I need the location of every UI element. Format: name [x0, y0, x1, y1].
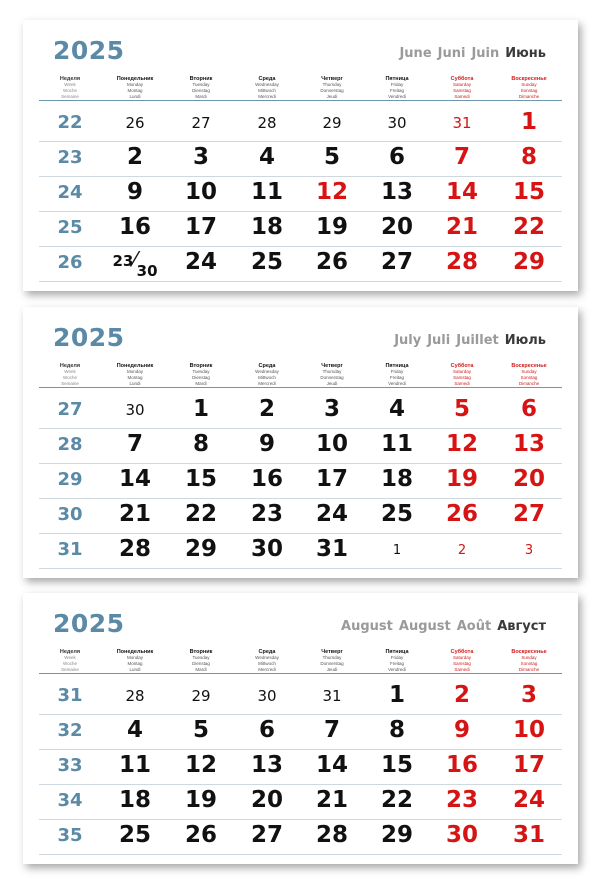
day-cell: 14	[118, 466, 151, 492]
weekday-en: Saturday	[452, 369, 471, 374]
week-number: 33	[57, 755, 83, 776]
weekday-fr: Vendredi	[388, 667, 406, 672]
weekday-en: Thursday	[322, 655, 342, 660]
day-cell: 6	[388, 144, 405, 170]
day-cell: 29	[512, 249, 545, 275]
day-cell: 8	[192, 431, 209, 457]
weekday-fr: Samedi	[454, 94, 470, 99]
day-cell: 31	[315, 536, 348, 562]
weekday-header	[37, 649, 103, 673]
weekday-ru: Пятница	[385, 649, 409, 655]
weekday-fr: Vendredi	[388, 94, 406, 99]
day-cell: 21	[315, 787, 348, 813]
month-name: Août	[456, 619, 492, 634]
day-cell: 2	[457, 543, 467, 558]
day-cell: 27	[380, 249, 413, 275]
weekday-de: Donnerstag	[320, 88, 344, 93]
weekday-fr: Semaine	[61, 94, 79, 99]
day-cell: 28	[315, 822, 348, 848]
weekday-en: Friday	[390, 82, 404, 87]
row-divider	[39, 463, 562, 464]
weekday-de: Mittwoch	[258, 661, 276, 666]
day-cell: 12	[445, 431, 478, 457]
weekday-en: Monday	[126, 369, 143, 374]
weekday-en: Friday	[390, 655, 404, 660]
day-cell: 5	[323, 144, 340, 170]
day-cell: 13	[512, 431, 545, 457]
row-divider	[39, 498, 562, 499]
weekday-en: Tuesday	[192, 82, 210, 87]
weekday-en: Wednesday	[255, 369, 279, 374]
month-panel	[23, 307, 578, 578]
day-cell: 5	[453, 396, 470, 422]
weekday-de: Dienstag	[192, 88, 210, 93]
day-cell: 17	[184, 214, 217, 240]
day-cell: 22	[380, 787, 413, 813]
weekday-ru: Пятница	[385, 363, 409, 369]
weekday-ru: Воскресенье	[511, 363, 547, 369]
weekday-fr: Semaine	[61, 667, 79, 672]
month-panel	[23, 593, 578, 864]
week-number: 28	[57, 434, 83, 455]
day-cell: 10	[512, 717, 545, 743]
month-names	[335, 619, 546, 634]
week-number: 34	[57, 790, 83, 811]
row-divider	[39, 714, 562, 715]
day-cell: 26	[184, 822, 217, 848]
weekday-de: Sonntag	[520, 375, 538, 380]
day-cell: 8	[520, 144, 537, 170]
row-divider	[39, 568, 562, 569]
month-name: Juillet	[456, 333, 499, 348]
day-cell: 25	[250, 249, 283, 275]
day-cell: 15	[184, 466, 217, 492]
weekday-en: Week	[64, 369, 76, 374]
weekday-ru: Суббота	[450, 363, 474, 369]
day-cell: 15	[512, 179, 545, 205]
weekday-en: Wednesday	[255, 655, 279, 660]
weekday-ru: Неделя	[59, 363, 81, 369]
weekday-header	[496, 649, 562, 673]
day-cell: 1	[392, 543, 402, 558]
day-cell: 3	[192, 144, 209, 170]
day-cell: 4	[258, 144, 275, 170]
row-divider	[39, 533, 562, 534]
year-label: 2025	[53, 36, 125, 65]
weekday-fr: Jeudi	[326, 667, 338, 672]
weekday-de: Dienstag	[192, 375, 210, 380]
weekday-de: Woche	[63, 661, 77, 666]
weekday-header	[168, 649, 234, 673]
month-name: August	[398, 619, 451, 634]
weekday-header	[234, 76, 300, 100]
weekday-de: Samstag	[453, 661, 471, 666]
weekday-fr: Dimanche	[518, 667, 540, 672]
day-cell: 3	[524, 543, 534, 558]
day-cell: 29	[184, 536, 217, 562]
weekday-en: Thursday	[322, 369, 342, 374]
day-cell: 17	[315, 466, 348, 492]
day-cell: 24	[315, 501, 348, 527]
weekday-de: Sonntag	[520, 88, 538, 93]
day-cell: 16	[118, 214, 151, 240]
day-cell: 31	[322, 687, 342, 705]
weekday-en: Monday	[126, 82, 143, 87]
weekday-header	[299, 76, 365, 100]
week-number: 35	[57, 825, 83, 846]
weekday-ru: Четверг	[321, 649, 343, 655]
day-cell: 7	[453, 144, 470, 170]
weekday-fr: Mardi	[195, 94, 207, 99]
weekday-fr: Lundi	[129, 381, 141, 386]
day-cell: 6	[520, 396, 537, 422]
weekday-ru: Неделя	[59, 649, 81, 655]
row-divider	[39, 854, 562, 855]
header-divider	[39, 387, 562, 388]
weekday-de: Donnerstag	[320, 375, 344, 380]
weekday-fr: Jeudi	[326, 94, 338, 99]
weekday-fr: Samedi	[454, 667, 470, 672]
weekday-en: Sunday	[521, 82, 537, 87]
day-cell: 9	[453, 717, 470, 743]
month-name: Juin	[471, 46, 500, 61]
day-cell: 24	[512, 787, 545, 813]
day-cell: 29	[380, 822, 413, 848]
weekday-fr: Mardi	[195, 381, 207, 386]
day-cell: 14	[315, 752, 348, 778]
day-cell: 14	[445, 179, 478, 205]
day-cell: 11	[118, 752, 151, 778]
day-cell: 31	[452, 114, 472, 132]
day-cell: 30	[445, 822, 478, 848]
weekday-ru: Вторник	[189, 363, 213, 369]
weekday-ru: Среда	[258, 649, 276, 655]
day-cell: 29	[191, 687, 211, 705]
day-cell: 9	[258, 431, 275, 457]
weekday-ru: Четверг	[321, 363, 343, 369]
weekday-header	[364, 76, 430, 100]
week-number: 30	[57, 504, 83, 525]
day-cell: 6	[258, 717, 275, 743]
day-cell: 12	[184, 752, 217, 778]
month-panel	[23, 20, 578, 291]
day-cell: 20	[380, 214, 413, 240]
day-cell: 12	[315, 179, 348, 205]
header-divider	[39, 673, 562, 674]
year-label: 2025	[53, 609, 125, 638]
month-names	[393, 46, 546, 61]
day-cell: 3	[323, 396, 340, 422]
split-day-second: 30	[136, 262, 158, 280]
weekday-ru: Среда	[258, 363, 276, 369]
weekday-header	[429, 649, 495, 673]
week-number: 27	[57, 399, 83, 420]
day-cell: 19	[184, 787, 217, 813]
day-cell: 1	[388, 682, 405, 708]
week-number: 26	[57, 252, 83, 273]
row-divider	[39, 176, 562, 177]
weekday-header	[37, 76, 103, 100]
weekday-ru: Четверг	[321, 76, 343, 82]
day-cell: 3	[520, 682, 537, 708]
weekday-de: Woche	[63, 375, 77, 380]
weekday-fr: Mercredi	[258, 381, 276, 386]
weekday-ru: Понедельник	[116, 649, 154, 655]
day-cell: 10	[184, 179, 217, 205]
row-divider	[39, 141, 562, 142]
weekday-header	[364, 363, 430, 387]
row-divider	[39, 784, 562, 785]
weekday-de: Woche	[63, 88, 77, 93]
weekday-en: Week	[64, 82, 76, 87]
weekday-header	[102, 363, 168, 387]
weekday-en: Monday	[126, 655, 143, 660]
month-name: Juli	[427, 333, 451, 348]
day-cell: 10	[315, 431, 348, 457]
weekday-de: Freitag	[389, 661, 404, 666]
day-cell: 30	[387, 114, 407, 132]
week-number: 31	[57, 539, 83, 560]
day-cell: 7	[323, 717, 340, 743]
weekday-fr: Jeudi	[326, 381, 338, 386]
day-cell: 27	[512, 501, 545, 527]
month-name: July	[394, 333, 422, 348]
month-names	[388, 333, 546, 348]
day-cell: 11	[250, 179, 283, 205]
week-number: 24	[57, 182, 83, 203]
weekday-header	[102, 649, 168, 673]
month-name: Август	[497, 619, 546, 634]
row-divider	[39, 211, 562, 212]
day-cell: 1	[192, 396, 209, 422]
weekday-fr: Mercredi	[258, 667, 276, 672]
day-cell: 19	[445, 466, 478, 492]
month-name: August	[341, 619, 393, 634]
weekday-de: Donnerstag	[320, 661, 344, 666]
day-cell: 19	[315, 214, 348, 240]
day-cell: 27	[250, 822, 283, 848]
day-cell: 25	[118, 822, 151, 848]
day-cell: 18	[250, 214, 283, 240]
weekday-en: Thursday	[322, 82, 342, 87]
week-number: 32	[57, 720, 83, 741]
weekday-fr: Dimanche	[518, 381, 540, 386]
weekday-fr: Mardi	[195, 667, 207, 672]
weekday-ru: Неделя	[59, 76, 81, 82]
row-divider	[39, 428, 562, 429]
week-number: 22	[57, 112, 83, 133]
weekday-ru: Среда	[258, 76, 276, 82]
weekday-header	[299, 649, 365, 673]
weekday-ru: Понедельник	[116, 76, 154, 82]
weekday-de: Mittwoch	[258, 88, 276, 93]
day-cell: 4	[126, 717, 143, 743]
weekday-de: Samstag	[453, 88, 471, 93]
weekday-header	[168, 76, 234, 100]
weekday-de: Freitag	[389, 375, 404, 380]
weekday-fr: Semaine	[61, 381, 79, 386]
day-cell: 13	[250, 752, 283, 778]
day-cell: 24	[184, 249, 217, 275]
weekday-en: Friday	[390, 369, 404, 374]
day-cell: 21	[445, 214, 478, 240]
weekday-fr: Samedi	[454, 381, 470, 386]
weekday-header	[168, 363, 234, 387]
day-cell: 22	[184, 501, 217, 527]
day-cell: 21	[118, 501, 151, 527]
day-cell: 18	[380, 466, 413, 492]
weekday-de: Montag	[127, 375, 143, 380]
day-cell: 28	[125, 687, 145, 705]
weekday-en: Saturday	[452, 655, 471, 660]
weekday-fr: Vendredi	[388, 381, 406, 386]
day-cell: 20	[250, 787, 283, 813]
day-cell: 4	[388, 396, 405, 422]
weekday-ru: Суббота	[450, 76, 474, 82]
weekday-header	[234, 363, 300, 387]
day-cell: 30	[250, 536, 283, 562]
weekday-de: Montag	[127, 661, 143, 666]
weekday-en: Tuesday	[192, 655, 210, 660]
day-cell: 5	[192, 717, 209, 743]
weekday-fr: Mercredi	[258, 94, 276, 99]
weekday-en: Sunday	[521, 369, 537, 374]
day-cell: 16	[250, 466, 283, 492]
day-cell: 2	[258, 396, 275, 422]
month-name: Juni	[437, 46, 466, 61]
row-divider	[39, 819, 562, 820]
weekday-header	[364, 649, 430, 673]
day-cell: 27	[191, 114, 211, 132]
weekday-ru: Вторник	[189, 76, 213, 82]
weekday-de: Dienstag	[192, 661, 210, 666]
week-number: 31	[57, 685, 83, 706]
week-number: 29	[57, 469, 83, 490]
day-cell: 26	[445, 501, 478, 527]
day-cell: 7	[126, 431, 143, 457]
weekday-ru: Воскресенье	[511, 649, 547, 655]
day-cell: 23	[250, 501, 283, 527]
weekday-de: Montag	[127, 88, 143, 93]
month-name: June	[399, 46, 432, 61]
weekday-de: Freitag	[389, 88, 404, 93]
day-cell: 31	[512, 822, 545, 848]
weekday-header	[37, 363, 103, 387]
day-cell: 2	[453, 682, 470, 708]
weekday-header	[299, 363, 365, 387]
weekday-ru: Пятница	[385, 76, 409, 82]
day-cell: 11	[380, 431, 413, 457]
day-cell: 20	[512, 466, 545, 492]
weekday-header	[102, 76, 168, 100]
split-day	[112, 247, 158, 280]
day-cell: 22	[512, 214, 545, 240]
month-name: Июнь	[505, 46, 546, 61]
day-cell: 18	[118, 787, 151, 813]
day-cell: 29	[322, 114, 342, 132]
day-cell: 16	[445, 752, 478, 778]
day-cell: 2	[126, 144, 143, 170]
day-cell	[102, 247, 168, 280]
weekday-de: Sonntag	[520, 661, 538, 666]
weekday-ru: Суббота	[450, 649, 474, 655]
day-cell: 28	[257, 114, 277, 132]
month-name: Июль	[504, 333, 546, 348]
weekday-fr: Lundi	[129, 667, 141, 672]
weekday-header	[429, 363, 495, 387]
weekday-ru: Понедельник	[116, 363, 154, 369]
weekday-en: Saturday	[452, 82, 471, 87]
weekday-ru: Воскресенье	[511, 76, 547, 82]
year-label: 2025	[53, 323, 125, 352]
day-cell: 17	[512, 752, 545, 778]
row-divider	[39, 281, 562, 282]
split-day-first: 23	[112, 252, 134, 270]
day-cell: 26	[125, 114, 145, 132]
day-cell: 25	[380, 501, 413, 527]
weekday-header	[234, 649, 300, 673]
day-cell: 23	[445, 787, 478, 813]
day-cell: 9	[126, 179, 143, 205]
day-cell: 15	[380, 752, 413, 778]
weekday-de: Mittwoch	[258, 375, 276, 380]
row-divider	[39, 749, 562, 750]
split-slash: ⁄	[133, 247, 137, 271]
weekday-header	[496, 363, 562, 387]
weekday-fr: Lundi	[129, 94, 141, 99]
week-number: 25	[57, 217, 83, 238]
day-cell: 1	[520, 109, 537, 135]
weekday-header	[496, 76, 562, 100]
day-cell: 28	[445, 249, 478, 275]
weekday-de: Samstag	[453, 375, 471, 380]
day-cell: 30	[125, 401, 145, 419]
day-cell: 26	[315, 249, 348, 275]
weekday-en: Tuesday	[192, 369, 210, 374]
weekday-header	[429, 76, 495, 100]
weekday-en: Wednesday	[255, 82, 279, 87]
day-cell: 30	[257, 687, 277, 705]
weekday-ru: Вторник	[189, 649, 213, 655]
header-divider	[39, 100, 562, 101]
day-cell: 28	[118, 536, 151, 562]
weekday-en: Week	[64, 655, 76, 660]
day-cell: 8	[388, 717, 405, 743]
weekday-en: Sunday	[521, 655, 537, 660]
week-number: 23	[57, 147, 83, 168]
weekday-fr: Dimanche	[518, 94, 540, 99]
day-cell: 13	[380, 179, 413, 205]
